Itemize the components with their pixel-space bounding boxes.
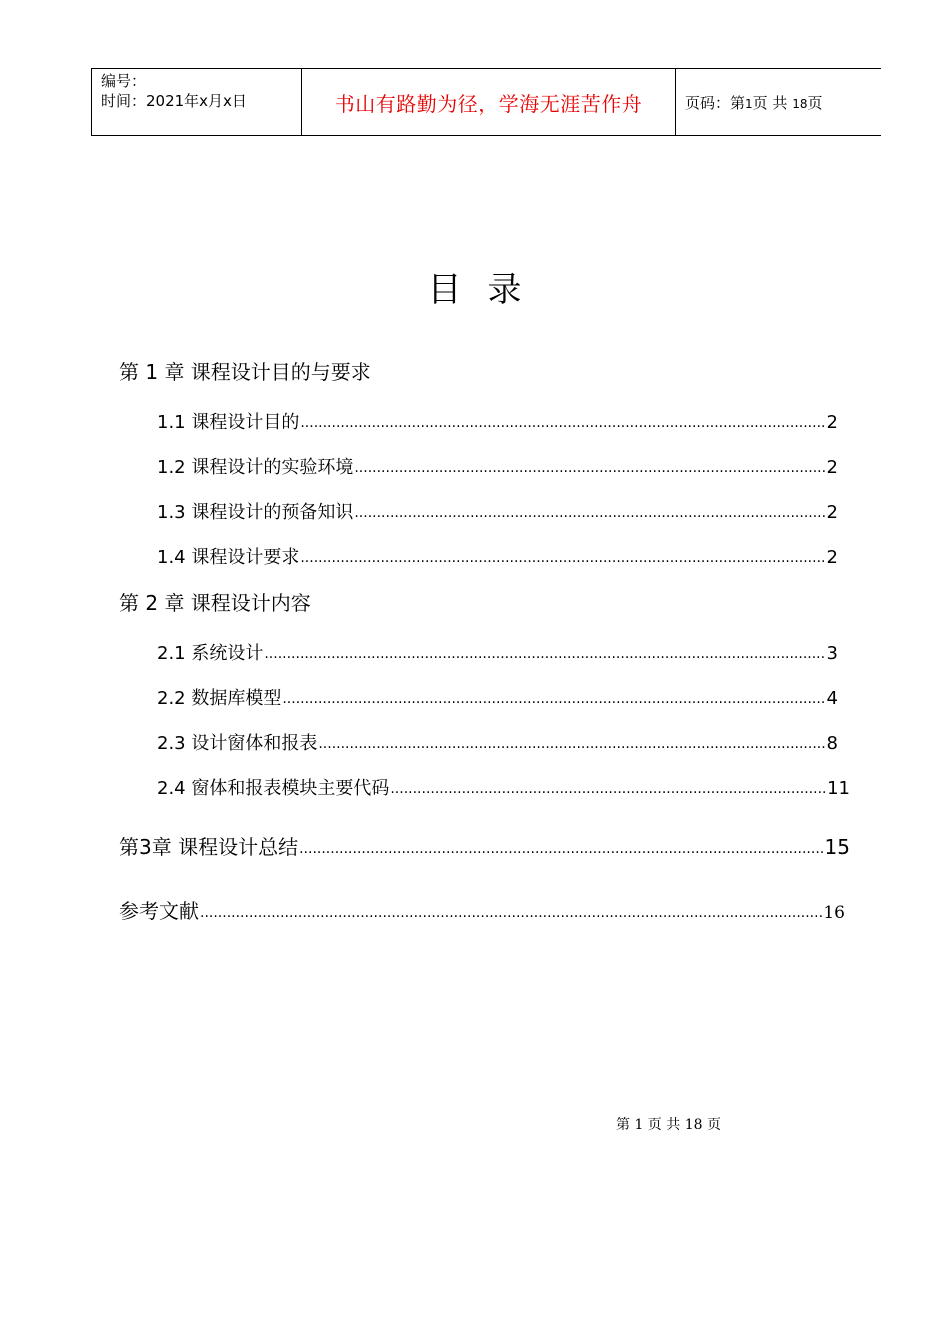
header-motto: 书山有路勤为径，学海无涯苦作舟 (334, 91, 643, 116)
toc-section-1-1[interactable] (157, 408, 838, 434)
page-current: 1 (745, 96, 753, 111)
toc-page-number: 2 (826, 547, 838, 568)
toc-section-2-2[interactable] (157, 684, 838, 710)
toc-dot-leader (390, 776, 826, 794)
toc-chapter-1[interactable] (119, 356, 371, 385)
toc-page-number: 2 (826, 502, 838, 523)
toc-title: 目录 (427, 270, 548, 310)
toc-page-number: 2 (826, 412, 838, 433)
page-mid: 页 共 (752, 93, 788, 112)
toc-page-number: 3 (826, 643, 838, 664)
toc-section-label: 2.2 数据库模型 (157, 688, 282, 709)
toc-dot-leader (282, 686, 825, 704)
toc-references[interactable] (119, 895, 845, 924)
toc-page-number: 8 (826, 733, 838, 754)
toc-section-label: 1.2 课程设计的实验环境 (157, 457, 354, 478)
toc-page-number: 16 (823, 903, 845, 923)
toc-section-label: 2.1 系统设计 (157, 643, 264, 664)
toc-section-1-4[interactable] (157, 543, 838, 569)
toc-chapter-3[interactable] (119, 831, 850, 860)
toc-dot-leader (300, 545, 825, 563)
page-prefix: 页码：第 (685, 93, 746, 112)
page-footer: 第 1 页 共 18 页 (616, 1117, 721, 1133)
toc-page-number: 11 (827, 778, 850, 799)
toc-page-number: 15 (824, 835, 850, 859)
toc-section-1-2[interactable] (157, 453, 838, 479)
toc-chapter-label: 第 1 章 课程设计目的与要求 (119, 360, 371, 384)
toc-references-label: 参考文献 (119, 899, 199, 923)
toc-dot-leader (318, 731, 825, 749)
page-total: 18 (792, 96, 808, 111)
toc-page-number: 2 (826, 457, 838, 478)
toc-dot-leader (264, 641, 825, 659)
toc-section-label: 1.3 课程设计的预备知识 (157, 502, 354, 523)
toc-section-1-3[interactable] (157, 498, 838, 524)
document-number-label: 编号： (101, 72, 147, 90)
toc-dot-leader (200, 898, 822, 918)
toc-section-2-4[interactable] (157, 774, 850, 800)
toc-dot-leader (354, 455, 825, 473)
toc-section-2-1[interactable] (157, 639, 838, 665)
toc-chapter-2[interactable] (119, 587, 311, 616)
toc-section-label: 2.4 窗体和报表模块主要代码 (157, 778, 390, 799)
document-time-label: 时间：2021年x月x日 (101, 92, 247, 110)
toc-section-2-3[interactable] (157, 729, 838, 755)
toc-section-label: 1.4 课程设计要求 (157, 547, 300, 568)
toc-page-number: 4 (826, 688, 838, 709)
page-suffix: 页 (807, 93, 823, 112)
toc-chapter-label: 第 2 章 课程设计内容 (119, 591, 311, 615)
toc-chapter-label: 第3章 课程设计总结 (119, 835, 299, 859)
toc-dot-leader (354, 500, 825, 518)
toc-section-label: 2.3 设计窗体和报表 (157, 733, 318, 754)
toc-dot-leader (300, 410, 825, 428)
toc-dot-leader (299, 834, 823, 854)
toc-section-label: 1.1 课程设计目的 (157, 412, 300, 433)
